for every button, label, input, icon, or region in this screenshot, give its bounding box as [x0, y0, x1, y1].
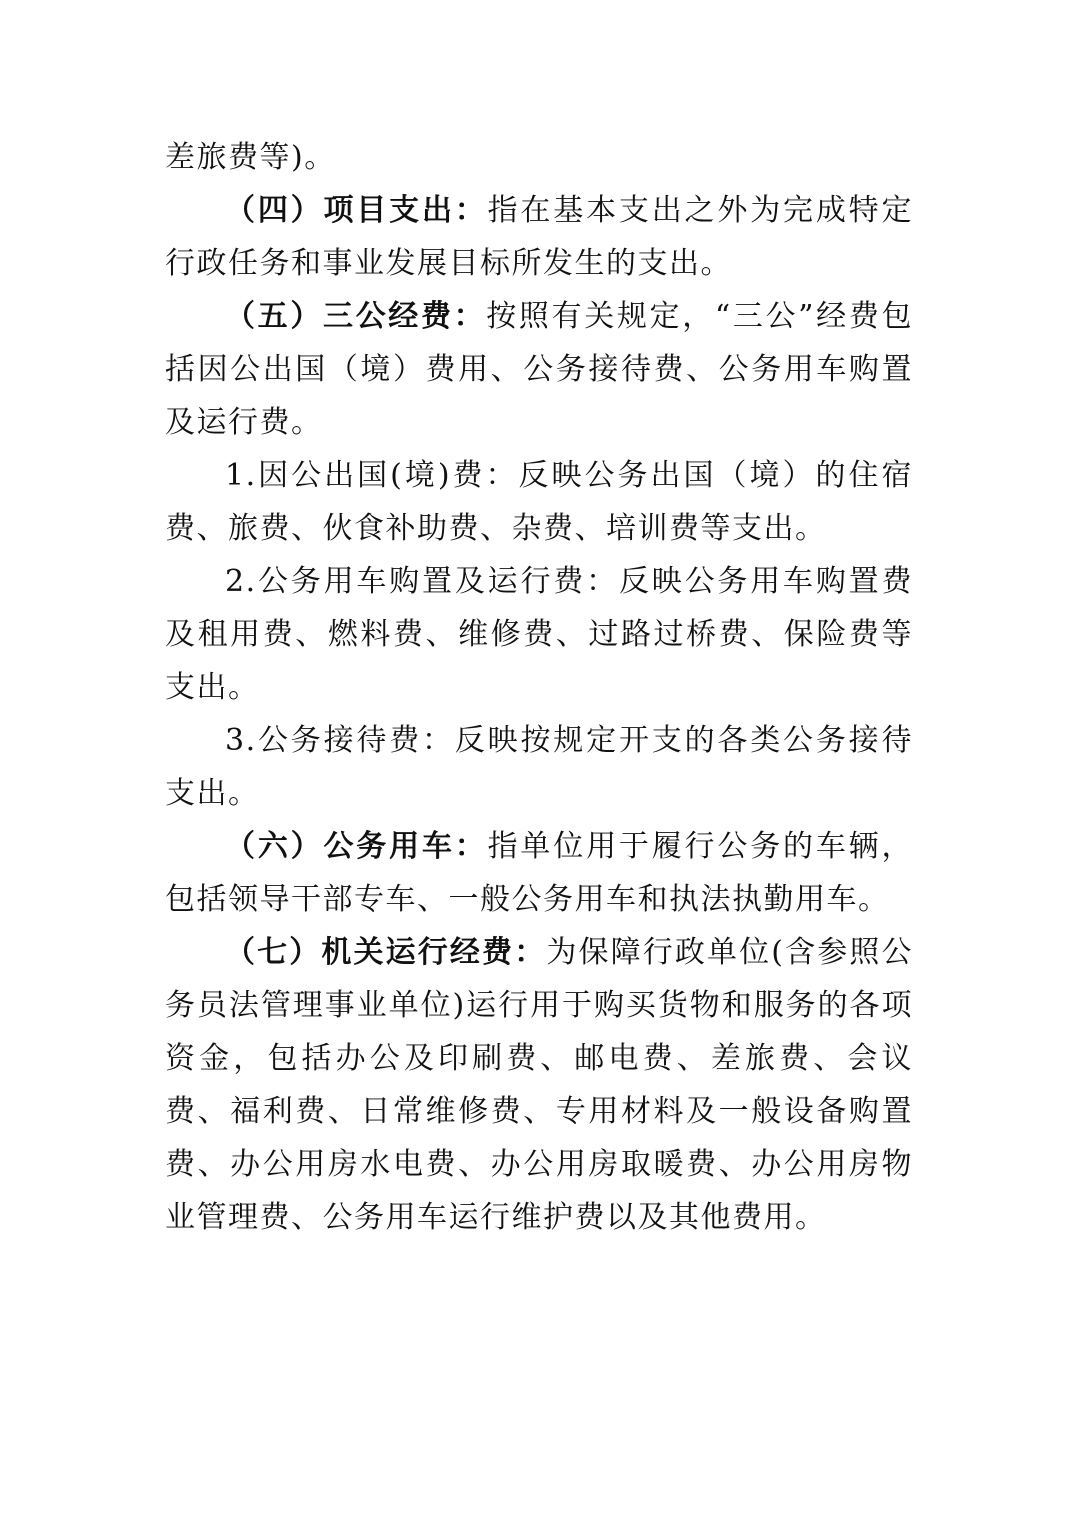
paragraph-text: 2.公务用车购置及运行费：反映公务用车购置费及租用费、燃料费、维修费、过路过桥费、保险费等支出。 — [165, 564, 913, 705]
paragraph-item-1 — [165, 449, 913, 555]
paragraph-text: 为保障行政单位(含参照公务员法管理事业单位)运行用于购买货物和服务的各项资金，包括办公及印刷费、邮电费、差旅费、会议费、福利费、日常维修费、专用材料及一般设备购置费、办公用房水电费、办公用房取暖费、办公用房物业管理费、公务用车运行维护费以及其他费用。 — [165, 935, 913, 1235]
paragraph-text: 3.公务接待费：反映按规定开支的各类公务接待支出。 — [165, 723, 913, 811]
document-body — [165, 131, 913, 1244]
paragraph-text: 指单位用于履行公务的车辆，包括领导干部专车、一般公务用车和执法执勤用车。 — [165, 829, 914, 917]
paragraph-operating-expenses — [165, 926, 913, 1244]
paragraph-project-expenditure — [165, 184, 913, 290]
paragraph-text: 差旅费等)。 — [165, 140, 336, 175]
paragraph-item-3 — [165, 714, 913, 820]
paragraph-text: 1.因公出国(境)费：反映公务出国（境）的住宿费、旅费、伙食补助费、杂费、培训费等支出。 — [165, 458, 913, 546]
paragraph-heading: （四）项目支出： — [225, 193, 488, 228]
paragraph-heading: （六）公务用车： — [225, 829, 488, 864]
paragraph-heading: （七）机关运行经费： — [225, 935, 547, 970]
paragraph-item-2 — [165, 555, 913, 714]
paragraph-heading: （五）三公经费： — [225, 299, 487, 334]
paragraph-continuation — [165, 131, 913, 184]
paragraph-official-vehicles — [165, 820, 913, 926]
paragraph-three-public-expenses — [165, 290, 913, 449]
paragraph-text: 指在基本支出之外为完成特定行政任务和事业发展目标所发生的支出。 — [165, 193, 914, 281]
paragraph-text: 按照有关规定，“三公”经费包括因公出国（境）费用、公务接待费、公务用车购置及运行费。 — [165, 299, 913, 440]
